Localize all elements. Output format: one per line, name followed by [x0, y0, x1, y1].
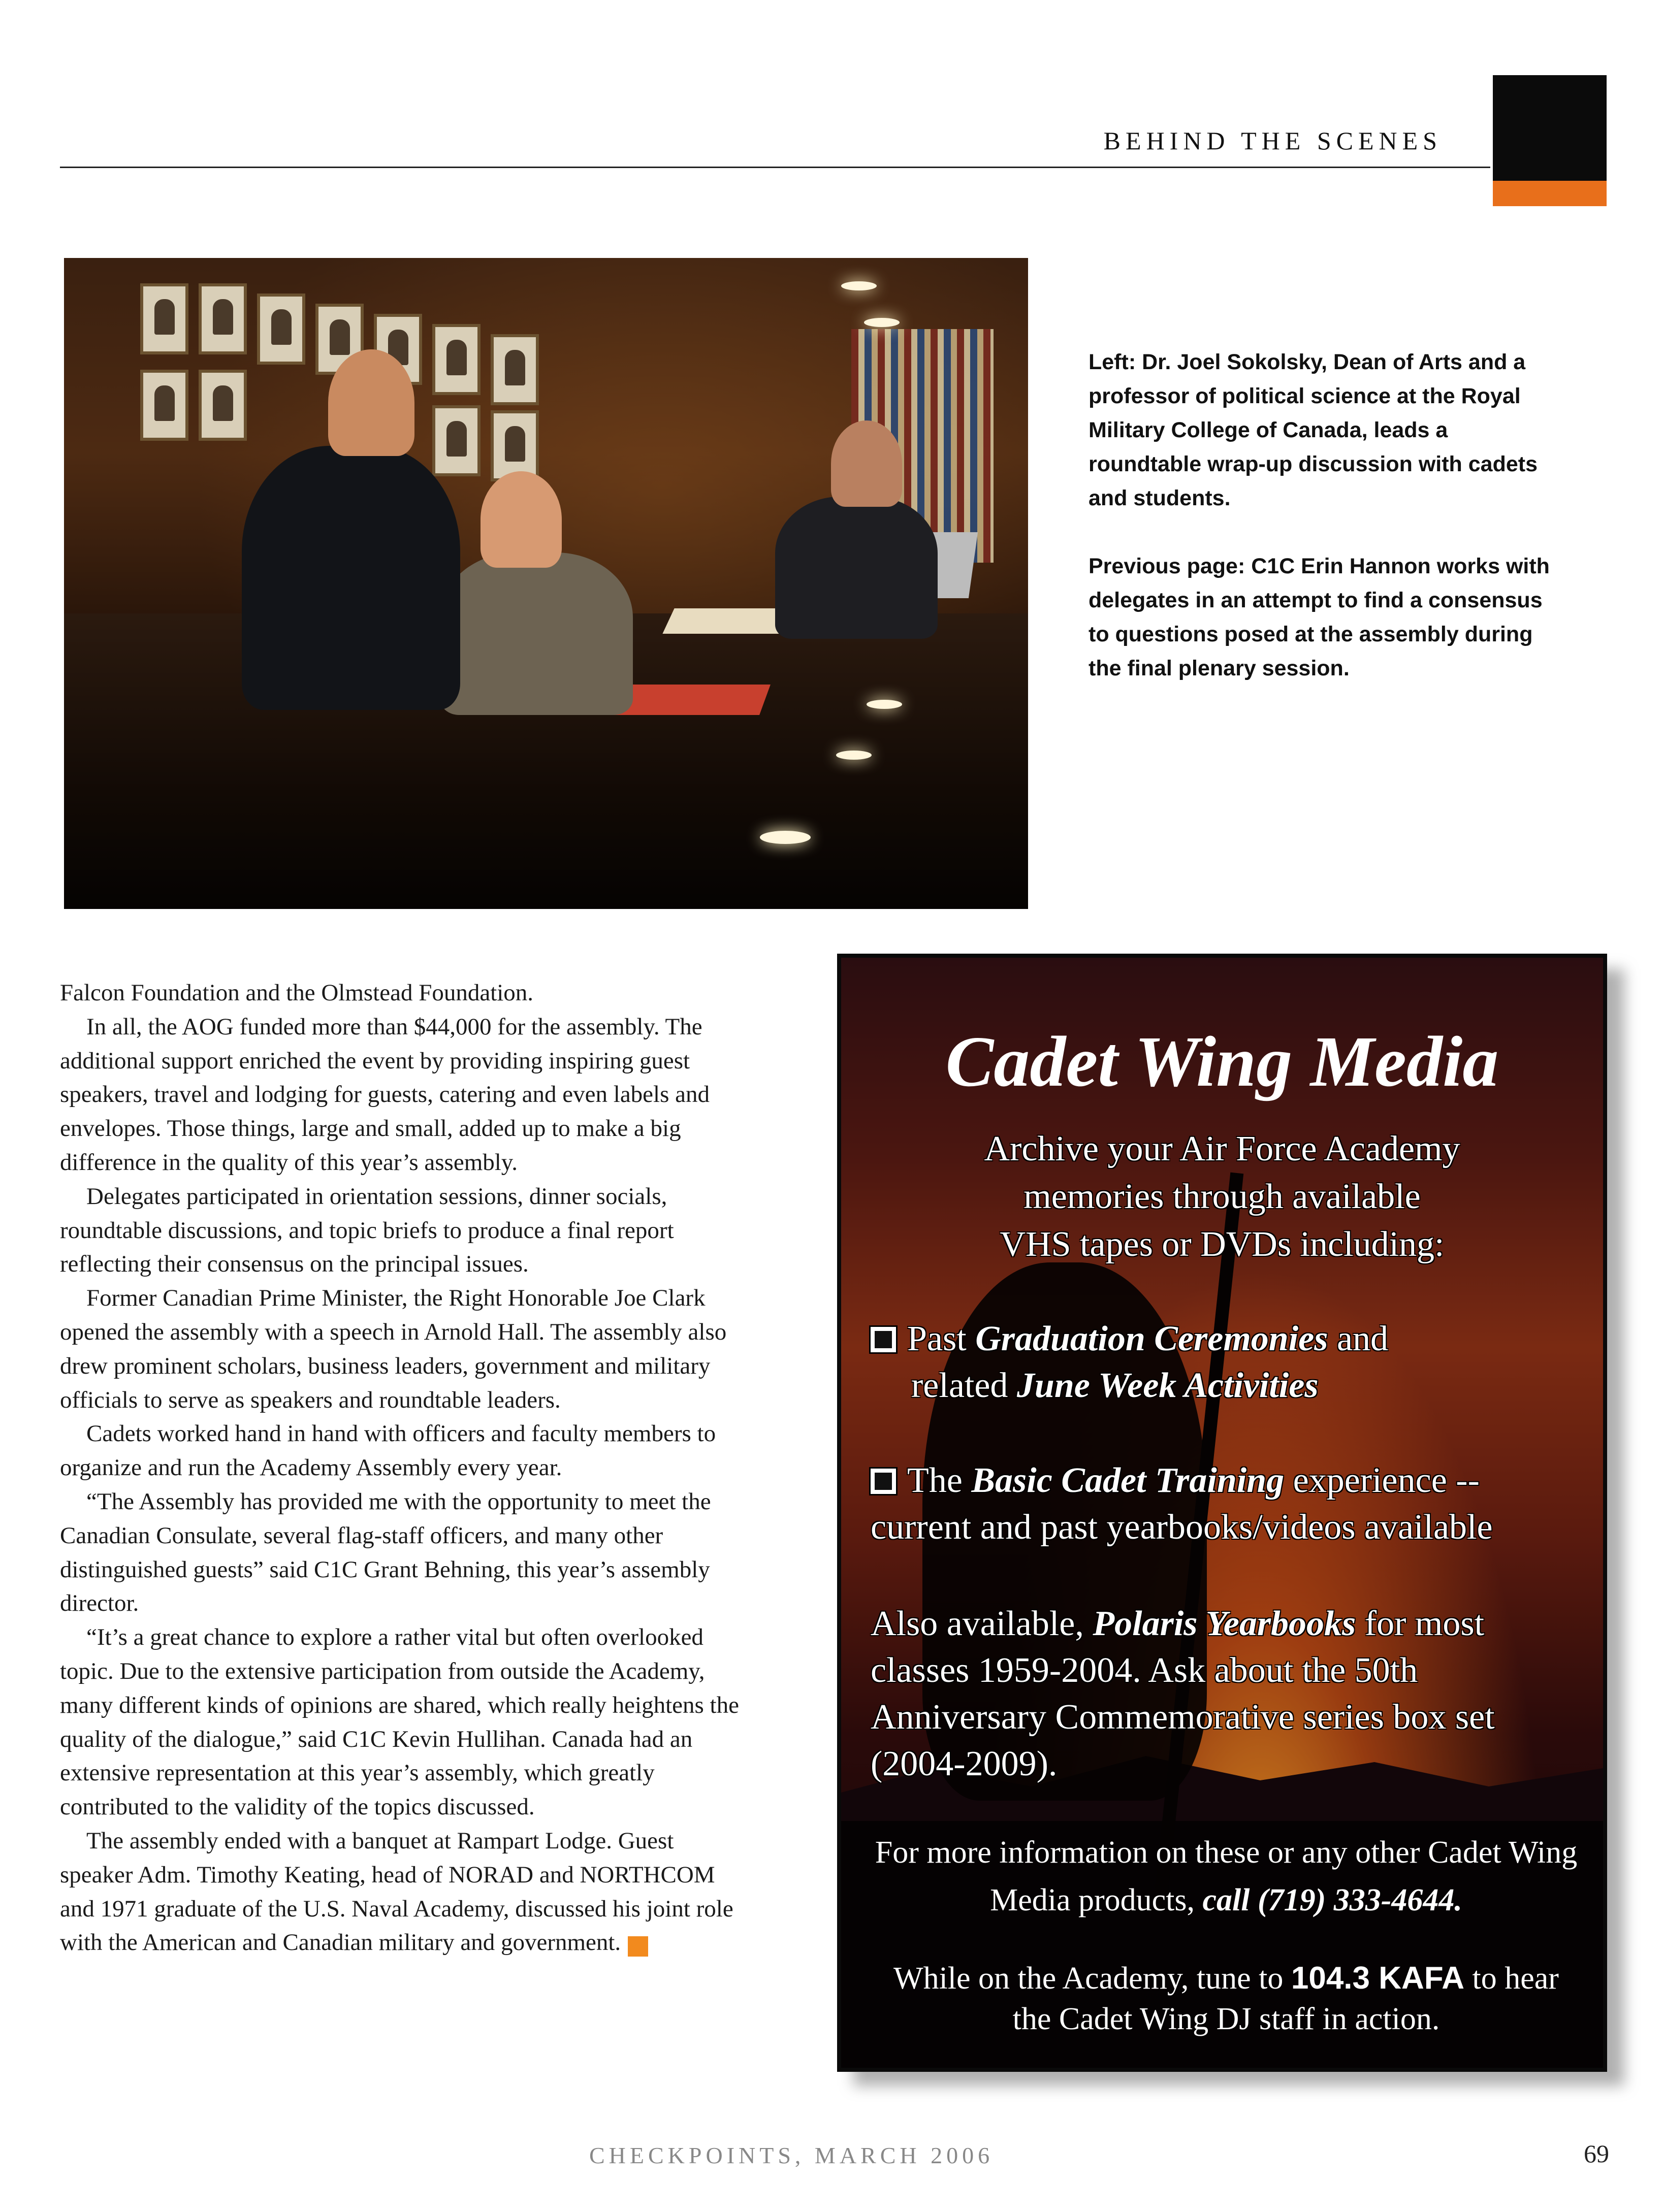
- cadet-wing-media-ad: [837, 954, 1607, 2072]
- article-paragraph: “The Assembly has provided me with the opportunity to meet the Canadian Consulate, several flag-staff officers, and many other distinguished guests” said C1C Grant Behning, this year’s assembly director.: [60, 1488, 711, 1617]
- professor-figure: [440, 552, 633, 715]
- previous-page-caption: Previous page: C1C Erin Hannon works with delegates in an attempt to find a consensus to questions posed at the assembly during the final plenary session.: [1089, 554, 1550, 680]
- ad-also-available: Also available, Polaris Yearbooks for most classes 1959-2004. Ask about the 50th Anniversary Commemorative series box set (2004-2009).: [871, 1604, 1495, 1783]
- article-paragraph: Cadets worked hand in hand with officers and faculty members to organize and run the Academy Assembly every year.: [60, 1420, 716, 1481]
- ad-title: Cadet Wing Media: [945, 1021, 1499, 1101]
- section-tab-orange: [1493, 181, 1607, 206]
- ad-contact-info: For more information on these or any other Cadet Wing Media products, call (719) 333-4644.: [875, 1835, 1578, 1917]
- checkbox-bullet-icon: [871, 1469, 896, 1494]
- end-mark-check-icon: ✓: [628, 1936, 648, 1957]
- ad-radio-info: While on the Academy, tune to 104.3 KAFA to hear the Cadet Wing DJ staff in action.: [893, 1961, 1559, 2036]
- photo-caption: Left: Dr. Joel Sokolsky, Dean of Arts and a professor of political science at the Royal Military College of Canada, leads a roundtable wrap-up discussion with cadets and students.: [1089, 350, 1538, 510]
- article-body: [60, 976, 749, 1960]
- header-rule: [60, 167, 1490, 168]
- article-paragraph: Falcon Foundation and the Olmstead Foundation.: [60, 980, 534, 1006]
- wall-portraits: [140, 283, 689, 486]
- section-label: BEHIND THE SCENES: [1103, 126, 1442, 155]
- section-tab-black: [1493, 75, 1607, 181]
- student-figure: [775, 497, 938, 639]
- cadet-figure: [242, 446, 460, 710]
- checkbox-bullet-icon: [871, 1327, 896, 1352]
- page-number: 69: [1584, 2139, 1609, 2168]
- article-paragraph: Former Canadian Prime Minister, the Right Honorable Joe Clark opened the assembly with a speech in Arnold Hall. The assembly also drew prominent scholars, business leaders, government and military officials to serve as speakers and roundtable leaders.: [60, 1285, 727, 1413]
- ad-item-graduation: Past Graduation Ceremonies and related June Week Activities: [871, 1316, 1582, 1409]
- article-paragraph-last: The assembly ended with a banquet at Rampart Lodge. Guest speaker Adm. Timothy Keating, head of NORAD and NORTHCOM and 1971 graduate of the U.S. Naval Academy, discussed his joint role with the American and Canadian military and government. ✓: [60, 1827, 733, 1957]
- ad-intro: Archive your Air Force Academy memories through available VHS tapes or DVDs including:: [984, 1129, 1460, 1264]
- ad-item-basic-training: The Basic Cadet Training experience -- current and past yearbooks/videos available: [871, 1461, 1493, 1547]
- article-paragraph: Delegates participated in orientation sessions, dinner socials, roundtable discussions, and topic briefs to produce a final report reflecting their consensus on the principal issues.: [60, 1183, 674, 1278]
- article-paragraph: In all, the AOG funded more than $44,000 for the assembly. The additional support enriched the event by providing inspiring guest speakers, travel and lodging for guests, catering and even labels and envelopes. Those things, large and small, added up to make a big difference in the quality of this year’s assembly.: [60, 1013, 710, 1176]
- article-paragraph: “It’s a great chance to explore a rather vital but often overlooked topic. Due to the extensive participation from outside the Academy, many different kinds of opinions are shared, which really heightens the quality of the dialogue,” said C1C Kevin Hullihan. Canada had an extensive representation at this year’s assembly, which greatly contributed to the validity of the topics discussed.: [60, 1624, 739, 1820]
- roundtable-photo: [64, 258, 1028, 909]
- publication-footer: CHECKPOINTS, MARCH 2006: [589, 2142, 994, 2168]
